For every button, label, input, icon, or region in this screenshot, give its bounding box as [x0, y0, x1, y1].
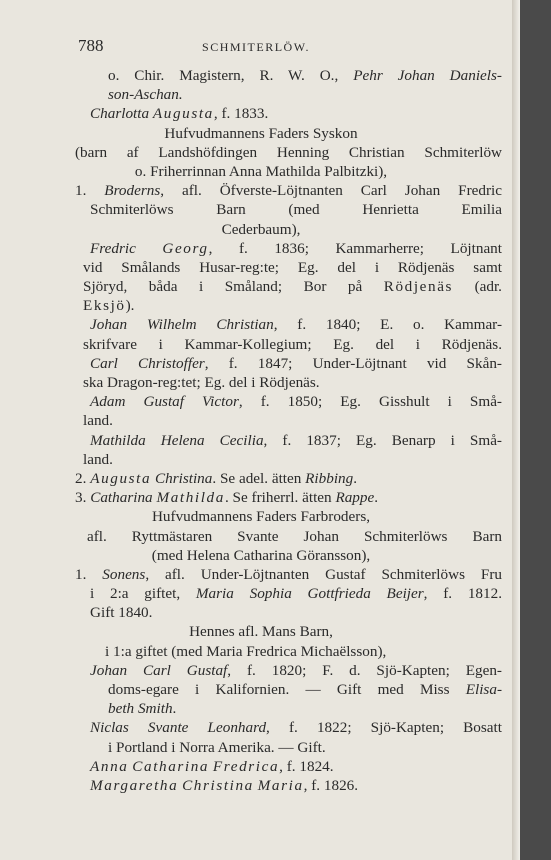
section-heading: Hufvudmannens Faders Syskon [164, 124, 358, 142]
text-line: i 1:a giftet (med Maria Fredrica Michaëlsson), [105, 642, 387, 660]
text-line: vid Smålands Husar-reg:te; Eg. del i Rödjenäs samt [83, 258, 502, 276]
book-edge [520, 0, 551, 860]
text-body [0, 66, 512, 795]
text-line: o. Chir. Magistern, R. W. O., Pehr Johan Daniels- [108, 67, 502, 84]
page-header [0, 36, 512, 58]
text-line: (barn af Landshöfdingen Henning Christian Schmiterlöw [75, 143, 502, 161]
running-head: SCHMITERLÖW. [202, 40, 310, 54]
text-line: Sjöryd, båda i Småland; Bor på Rödjenäs (adr. [83, 278, 502, 296]
text-line: 3. Catharina Mathilda. Se friherrl. ätten Rappe. [75, 489, 379, 507]
section-heading: Hufvudmannens Faders Farbroders, [151, 508, 371, 526]
section-heading: Hennes afl. Mans Barn, [189, 623, 333, 641]
text-line: 1. Sonens, afl. Under-Löjtnanten Gustaf Schmiterlöws Fru [75, 565, 502, 583]
text-line: 1. Broderns, afl. Öfverste-Löjtnanten Carl Johan Fredric [75, 182, 502, 200]
text-line: Adam Gustaf Victor, f. 1850; Eg. Gisshult i Små- [90, 393, 502, 411]
text-line: ska Dragon-reg:tet; Eg. del i Rödjenäs. [83, 374, 320, 391]
text-line: son-Aschan. [108, 86, 183, 104]
text-line: i 2:a giftet, Maria Sophia Gottfrieda Beijer, f. 1812. [90, 585, 502, 603]
text-line: land. [83, 412, 113, 430]
text-line: afl. Ryttmästaren Svante Johan Schmiterlöws Barn [87, 527, 502, 545]
text-line: doms-egare i Kalifornien. — Gift med Miss Elisa- [108, 681, 502, 698]
text-line: Gift 1840. [90, 604, 153, 622]
text-line: Anna Catharina Fredrica, f. 1824. [90, 757, 334, 775]
text-line: 2. Augusta Christina. Se adel. ätten Ribbing. [75, 469, 358, 487]
text-line: Cederbaum), [221, 220, 301, 238]
text-line: Fredric Georg, f. 1836; Kammarherre; Löjtnant [90, 239, 502, 257]
text-line: (med Helena Catharina Göransson), [151, 546, 371, 564]
text-line: i Portland i Norra Amerika. — Gift. [108, 738, 326, 756]
text-line: land. [83, 450, 113, 468]
text-line: Johan Wilhelm Christian, f. 1840; E. o. Kammar- [90, 316, 502, 334]
text-line: o. Friherrinnan Anna Mathilda Palbitzki), [134, 162, 388, 180]
text-line: Charlotta Augusta, f. 1833. [90, 105, 269, 123]
page-number: 788 [78, 36, 104, 55]
text-line: Eksjö). [83, 297, 135, 315]
page-gutter [512, 0, 520, 860]
text-line: Mathilda Helena Cecilia, f. 1837; Eg. Benarp i Små- [90, 431, 502, 449]
text-line: skrifvare i Kammar-Kollegium; Eg. del i Rödjenäs. [83, 335, 502, 353]
text-line: Carl Christoffer, f. 1847; Under-Löjtnant vid Skån- [90, 354, 502, 372]
text-line: Schmiterlöws Barn (med Henrietta Emilia [90, 201, 502, 219]
text-line: Niclas Svante Leonhard, f. 1822; Sjö-Kapten; Bosatt [90, 719, 502, 737]
text-line: Margaretha Christina Maria, f. 1826. [90, 776, 359, 794]
text-line: Johan Carl Gustaf, f. 1820; F. d. Sjö-Kapten; Egen- [90, 661, 502, 679]
text-line: beth Smith. [108, 700, 177, 718]
